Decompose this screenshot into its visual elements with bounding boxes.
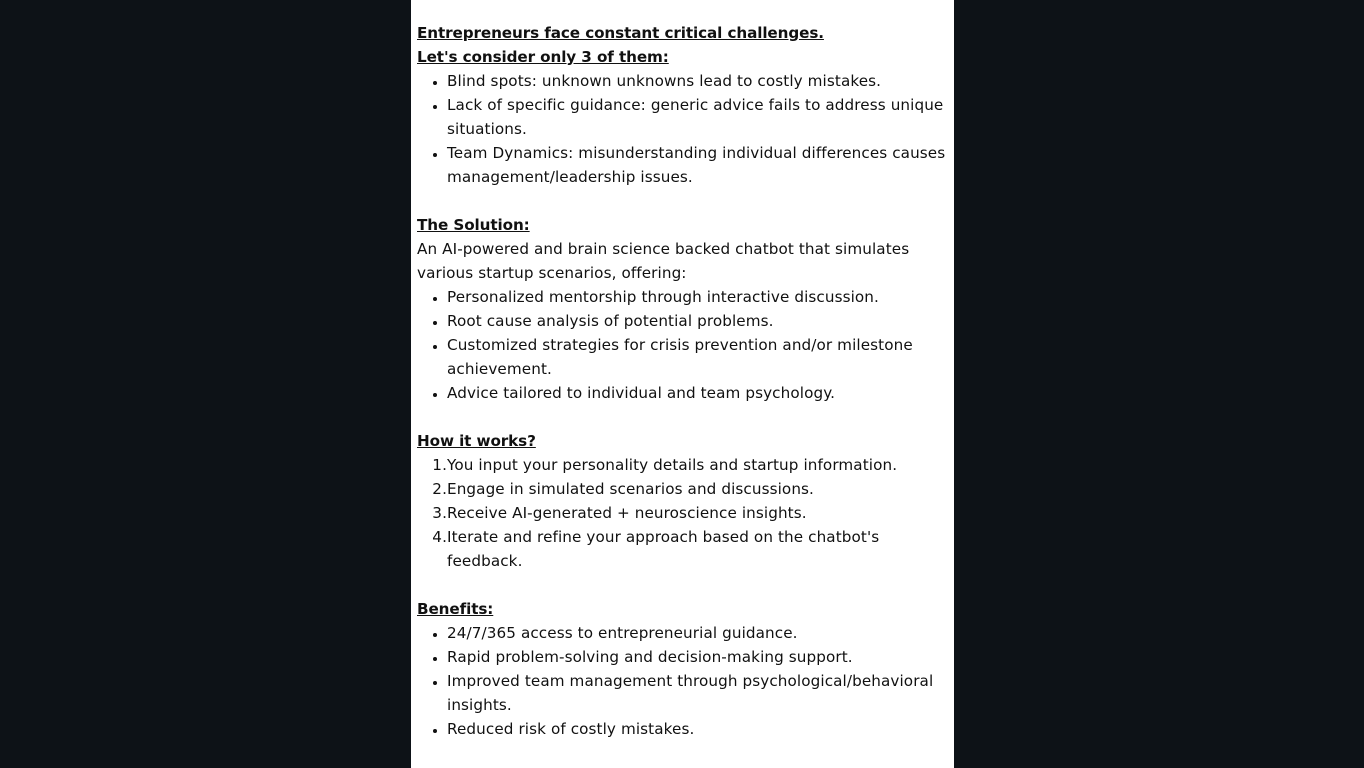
- solution-section: [417, 213, 948, 405]
- benefits-heading: Benefits:: [417, 600, 494, 618]
- list-item: • 24/7/365 access to entrepreneurial guidance.: [447, 621, 948, 645]
- solution-intro: An AI-powered and brain science backed chatbot that simulates various startup scenarios, offering:: [417, 240, 910, 282]
- list-item: • Improved team management through psychological/behavioral insights.: [447, 669, 948, 717]
- challenges-heading: Entrepreneurs face constant critical challenges.: [417, 24, 824, 42]
- document-page: [411, 0, 954, 768]
- solution-heading: The Solution:: [417, 216, 530, 234]
- step-item: 2. Engage in simulated scenarios and discussions.: [447, 477, 948, 501]
- step-item: 3. Receive AI-generated + neuroscience insights.: [447, 501, 948, 525]
- challenges-list: [417, 69, 948, 189]
- section-spacer: [417, 189, 948, 213]
- section-spacer: [417, 573, 948, 597]
- how-it-works-heading: How it works?: [417, 432, 536, 450]
- list-item: • Lack of specific guidance: generic advice fails to address unique situations.: [447, 93, 948, 141]
- list-item: • Root cause analysis of potential problems.: [447, 309, 948, 333]
- list-item: • Rapid problem-solving and decision-making support.: [447, 645, 948, 669]
- challenges-subheading: Let's consider only 3 of them:: [417, 48, 669, 66]
- step-item: 4. Iterate and refine your approach based on the chatbot's feedback.: [447, 525, 948, 573]
- solution-list: [417, 285, 948, 405]
- how-it-works-steps: [417, 453, 948, 573]
- step-item: 1. You input your personality details and startup information.: [447, 453, 948, 477]
- benefits-list: [417, 621, 948, 741]
- list-item: • Blind spots: unknown unknowns lead to costly mistakes.: [447, 69, 948, 93]
- list-item: • Team Dynamics: misunderstanding individual differences causes management/leadership issues.: [447, 141, 948, 189]
- list-item: • Personalized mentorship through interactive discussion.: [447, 285, 948, 309]
- benefits-section: [417, 597, 948, 741]
- list-item: • Advice tailored to individual and team psychology.: [447, 381, 948, 405]
- challenges-section: [417, 21, 948, 189]
- list-item: • Reduced risk of costly mistakes.: [447, 717, 948, 741]
- list-item: • Customized strategies for crisis prevention and/or milestone achievement.: [447, 333, 948, 381]
- section-spacer: [417, 405, 948, 429]
- how-it-works-section: [417, 429, 948, 573]
